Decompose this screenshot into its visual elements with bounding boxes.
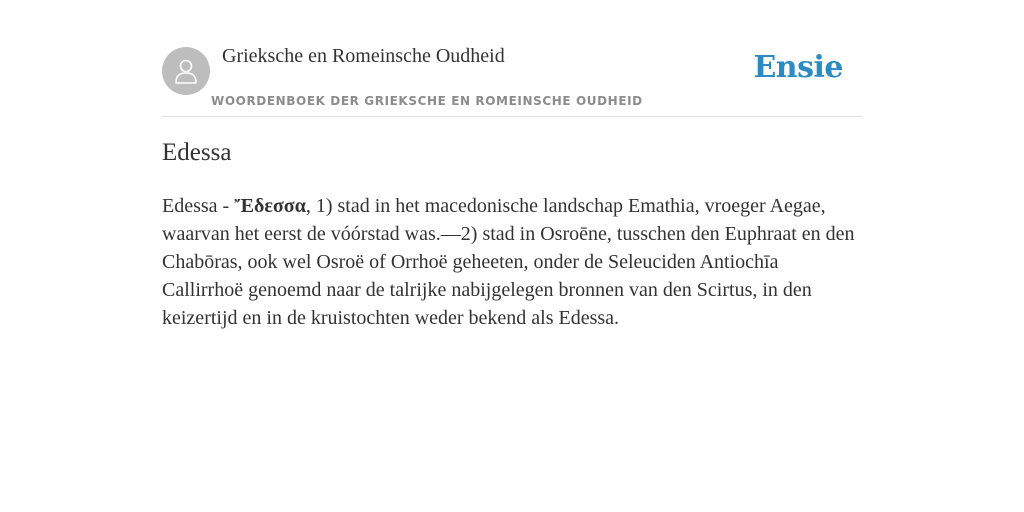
page-container <box>162 0 862 329</box>
source-avatar[interactable] <box>162 47 210 95</box>
entry-greek-term: Ἔδεσσα <box>234 195 306 217</box>
entry-lead-term: Edessa <box>162 195 218 217</box>
entry-body <box>162 192 862 332</box>
user-avatar-icon <box>174 58 198 84</box>
source-header <box>162 0 862 117</box>
source-title[interactable]: Grieksche en Romeinsche Oudheid <box>222 45 505 67</box>
entry-text: , 1) stad in het macedonische landschap Emathia, vroeger Aegae, waarvan het eerst de vóórstad was.—2) stad in Osroēne, tusschen den Euphraat en den Chabōras, ook wel Osroë of Orrhoë geheeten, onder de Seleuciden Antiochīa Callirrhoë genoemd naar de talrijke nabijgelegen bronnen van den Scirtus, in den keizertijd en in de kruistochten weder bekend als Edessa. <box>162 195 855 329</box>
entry-title: Edessa <box>162 139 232 166</box>
entry-separator: - <box>217 195 235 217</box>
ensie-logo[interactable]: Ensie <box>753 50 843 85</box>
source-subtitle: WOORDENBOEK DER GRIEKSCHE EN ROMEINSCHE OUDHEID <box>211 94 643 108</box>
